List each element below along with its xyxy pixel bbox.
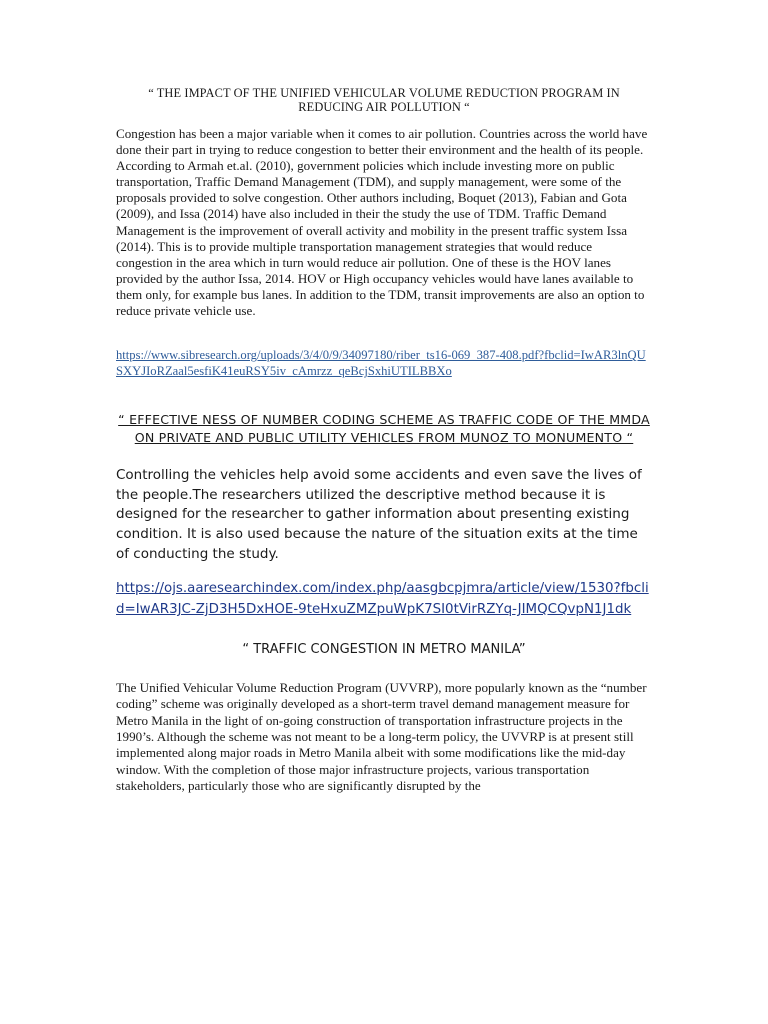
- section2-link[interactable]: https://ojs.aaresearchindex.com/index.php/aasgbcpjmra/article/view/1530?fbclid=IwAR3JC-ZjD3H5DxHOE-9teHxuZMZpuWpK7SI0tVirRZYq-JIMQCQvpN1J1dk: [116, 581, 649, 618]
- document-content: [116, 86, 652, 794]
- section1-link[interactable]: https://www.sibresearch.org/uploads/3/4/0/9/34097180/riber_ts16-069_387-408.pdf?fbclid=IwAR3lnQUSXYJIoRZaal5esfiK41euRSY5iv_cAmrzz_qeBcjSxhiUTILBBXo: [116, 348, 646, 379]
- section3-paragraph: The Unified Vehicular Volume Reduction Program (UVVRP), more popularly known as the “number coding” scheme was originally developed as a short-term travel demand management measure for Metro Manila in the light of on-going construction of transportation infrastructure projects in the 1990’s. Although the scheme was not meant to be a long-term policy, the UVVRP is at present still implemented along major roads in Metro Manila albeit with some modifications like the mid-day window. With the completion of those major infrastructure projects, various transportation stakeholders, particularly those who are significantly disrupted by the: [116, 680, 647, 793]
- section3-title: “ TRAFFIC CONGESTION IN METRO MANILA”: [242, 642, 526, 658]
- section2-title: “ EFFECTIVE NESS OF NUMBER CODING SCHEME AS TRAFFIC CODE OF THE MMDA ON PRIVATE AND PUBLIC UTILITY VEHICLES FROM MUNOZ TO MONUMENTO “: [118, 412, 650, 445]
- section2-paragraph: Controlling the vehicles help avoid some accidents and even save the lives of the people.The researchers utilized the descriptive method because it is designed for the researcher to gather information about presenting existing condition. It is also used because the nature of the situation exits at the time of conducting the study.: [116, 467, 642, 562]
- section1-paragraph: Congestion has been a major variable when it comes to air pollution. Countries across the world have done their part in trying to reduce congestion to better their environment and the health of its people. According to Armah et.al. (2010), government policies which include investing more on public transportation, Traffic Demand Management (TDM), and supply management, were some of the proposals provided to solve congestion. Other authors including, Boquet (2013), Fabian and Gota (2009), and Issa (2014) have also included in their the study the use of TDM. Traffic Demand Management is the improvement of overall activity and mobility in the present traffic system Issa (2014). This is to provide multiple transportation management strategies that would reduce congestion in the area which in turn would reduce air pollution. One of these is the HOV lanes provided by the author Issa, 2014. HOV or High occupancy vehicles would have lanes available to them only, for example bus lanes. In addition to the TDM, transit improvements are also an option to reduce private vehicle use.: [116, 126, 648, 319]
- section1-title: “ THE IMPACT OF THE UNIFIED VEHICULAR VOLUME REDUCTION PROGRAM IN REDUCING AIR POLLUTION “: [148, 86, 620, 114]
